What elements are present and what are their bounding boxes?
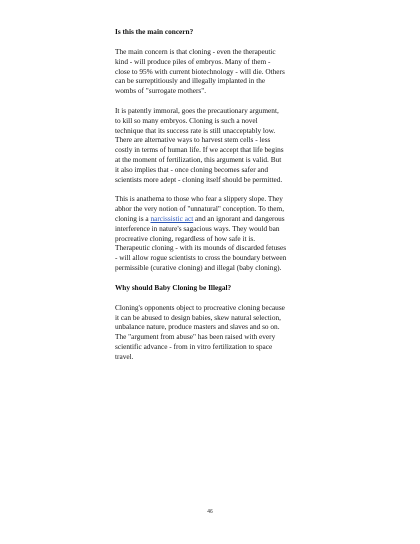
text-line: scientific advance - from in vitro fertilization to space	[115, 341, 273, 351]
text-line: to kill so many embryos. Cloning is such a novel	[115, 115, 258, 125]
text-line: Therapeutic cloning - with its mounds of discarded fetuses	[115, 243, 287, 253]
paragraph	[115, 303, 315, 362]
paragraph	[115, 106, 315, 184]
text-line: it also implies that - once cloning becomes safer and	[115, 164, 268, 174]
text-line: interference in nature's sagacious ways. They would ban	[115, 223, 280, 233]
text-segment: and an ignorant and dangerous	[193, 213, 285, 223]
text-line: permissible (curative cloning) and illegal (baby cloning).	[115, 262, 282, 272]
text-line: unbalance nature, produce masters and slaves and so on.	[115, 322, 280, 332]
text-line: can be surreptitiously and illegally implanted in the	[115, 76, 266, 86]
text-line: kind - will produce piles of embryos. Many of them -	[115, 56, 271, 66]
text-line: The "argument from abuse" has been raised with every	[115, 332, 276, 342]
paragraph	[115, 194, 315, 272]
text-line	[115, 214, 315, 224]
text-line: close to 95% with current biotechnology - will die. Others	[115, 66, 285, 76]
section-heading: Is this the main concern?	[115, 27, 194, 36]
text-line: it can be abused to design babies, skew natural selection,	[115, 312, 281, 322]
text-line: technique that its success rate is still unacceptably low.	[115, 125, 276, 135]
text-line: This is anathema to those who fear a slippery slope. They	[115, 194, 283, 204]
text-line: at the moment of fertilization, this argument is valid. But	[115, 154, 282, 164]
text-line: There are alternative ways to harvest stem cells - less	[115, 135, 271, 145]
text-line: It is patently immoral, goes the precautionary argument,	[115, 105, 279, 115]
text-line: Cloning's opponents object to procreative cloning because	[115, 302, 285, 312]
text-line: procreative cloning, regardless of how safe it is.	[115, 233, 256, 243]
text-segment: cloning is a	[115, 213, 151, 223]
document-page	[115, 27, 315, 372]
text-line: The main concern is that cloning - even the therapeutic	[115, 47, 276, 56]
text-line: travel.	[115, 351, 134, 361]
text-line: - will allow rogue scientists to cross the boundary between	[115, 253, 287, 263]
page-number: 46	[207, 509, 213, 515]
paragraph	[115, 47, 315, 96]
section-heading: Why should Baby Cloning be Illegal?	[115, 282, 232, 292]
text-line: abhor the very notion of "unnatural" conception. To them,	[115, 204, 285, 214]
text-line: wombs of "surrogate mothers".	[115, 86, 207, 96]
narcissistic-act-link[interactable]: narcissistic act	[150, 213, 194, 223]
text-line: costly in terms of human life. If we accept that life begins	[115, 145, 284, 155]
text-line: scientists more adept - cloning itself should be permitted.	[115, 174, 283, 184]
